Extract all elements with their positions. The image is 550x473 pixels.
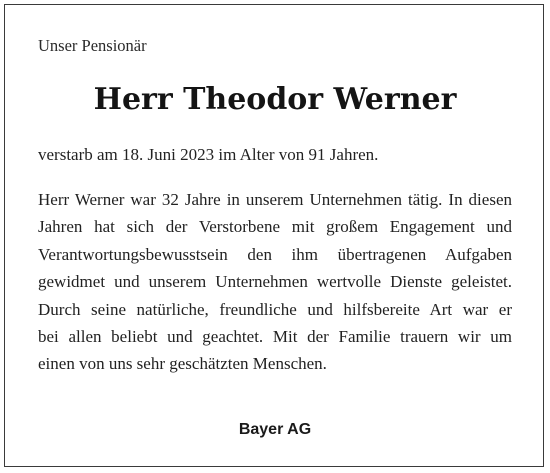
tribute-line: einen von uns sehr geschätzten Menschen. [38,354,327,374]
tribute-line: Durch seine natürliche, freundliche und hilfsbereite Art war er [38,299,512,319]
tribute-line: gewidmet und unserem Unternehmen wertvolle Dienste geleistet. [38,272,512,292]
deceased-name: Herr Theodor Werner [93,82,457,117]
intro-line: Unser Pensionär [38,36,147,55]
tribute-paragraph [38,186,512,378]
tribute-line: bei allen beliebt und geachtet. Mit der Familie trauern wir um [38,327,512,347]
tribute-line: Herr Werner war 32 Jahre in unserem Unternehmen tätig. In diesen [38,190,512,209]
tribute-line: Jahren hat sich der Verstorbene mit großem Engagement und [38,217,512,237]
tribute-line: Verantwortungsbewusstsein den ihm übertragenen Aufgaben [38,244,512,264]
death-date-line: verstarb am 18. Juni 2023 im Alter von 91 Jahren. [38,145,379,164]
company-signature: Bayer AG [238,421,312,438]
